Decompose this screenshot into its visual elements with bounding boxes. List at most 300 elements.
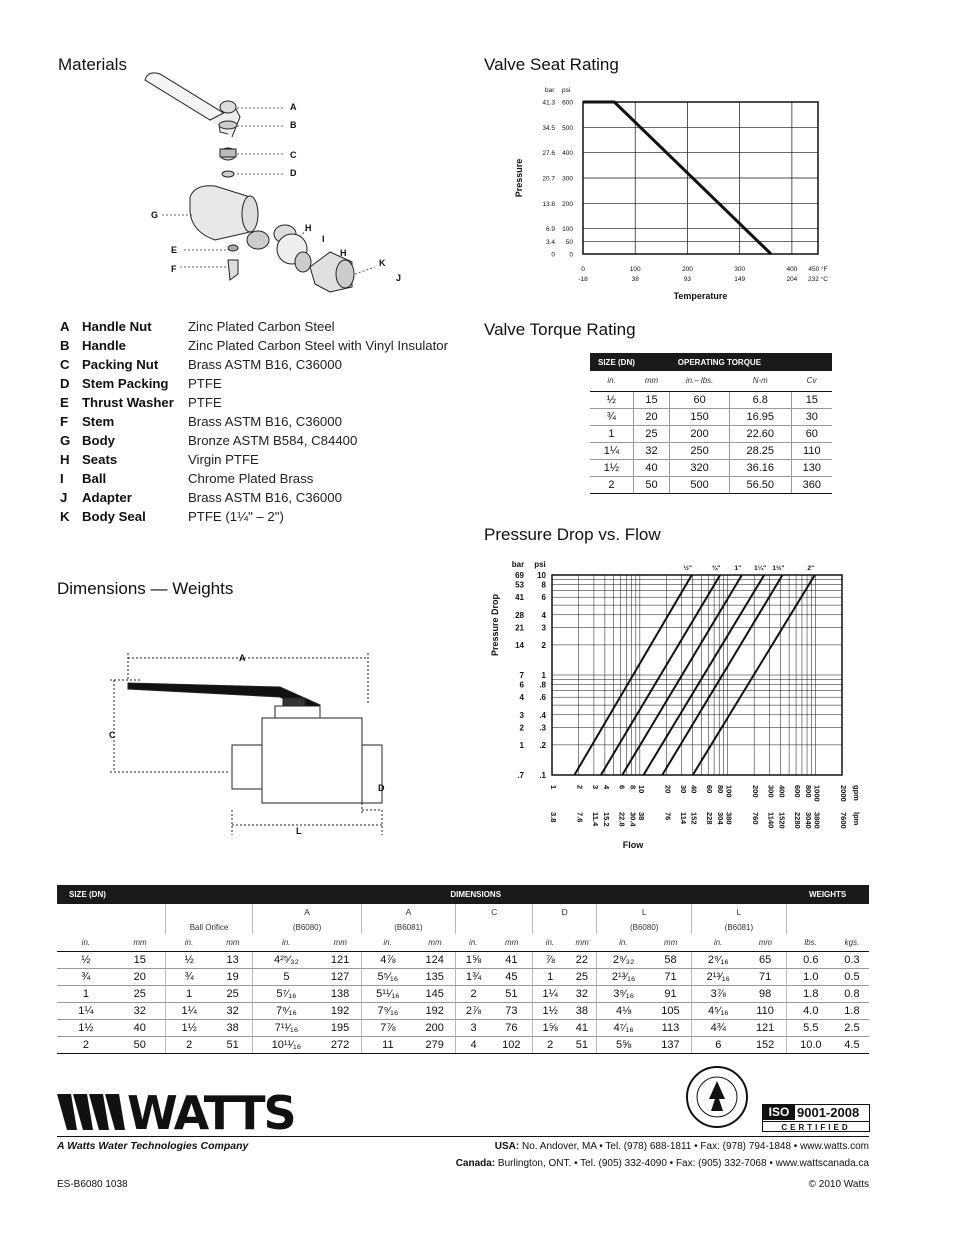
pd-ytick-bar: 14 (515, 640, 524, 650)
seat-ytick-psi: 0 (569, 251, 573, 259)
dim-group-sublabel: (B6080) (597, 920, 692, 934)
callout-i: I (322, 234, 325, 244)
dim-cell: 5.5 (786, 1019, 835, 1036)
material-material: Zinc Plated Carbon Steel (188, 318, 335, 334)
dim-cell: 51 (567, 1036, 596, 1053)
material-material: Chrome Plated Brass (188, 470, 314, 486)
torque-cell: 60 (670, 391, 730, 408)
dim-cell: 102 (491, 1036, 533, 1053)
dimensions-table (57, 885, 869, 1054)
dim-cell: 98 (745, 985, 787, 1002)
pd-ytick-psi: .4 (539, 710, 546, 720)
dim-cell: 1½ (57, 1019, 115, 1036)
pd-ytick-bar: 53 (515, 580, 524, 590)
dim-cell: 1.8 (786, 985, 835, 1002)
dim-cell: 5⁵⁄₁₆ (361, 968, 414, 985)
dim-label-c: C (109, 730, 116, 740)
dim-unit-label: mm (491, 934, 533, 951)
copyright: © 2010 Watts (808, 1179, 869, 1190)
materials-row (60, 355, 460, 374)
pd-xtick-lpm: 114 (678, 812, 688, 825)
dim-cell: 1½ (165, 1019, 213, 1036)
seat-ytick-psi: 400 (562, 150, 573, 158)
material-letter: H (60, 451, 70, 467)
dim-cell: 279 (414, 1036, 456, 1053)
dim-cell: 4⅛ (597, 1002, 650, 1019)
dim-cell: 0.3 (835, 951, 869, 968)
dim-group-label: C (456, 904, 533, 920)
seat-ytick-bar: 0 (551, 251, 555, 259)
canada-contact: Burlington, ONT. • Tel. (905) 332-4090 • Fax: (905) 332-7068 • www.wattscanada.ca (497, 1158, 869, 1169)
torque-sub-inlbs: in.– lbs. (670, 371, 730, 391)
dim-cell: 71 (745, 968, 787, 985)
pd-xtick-gpm: 200 (751, 785, 761, 798)
pd-xtick-lpm: 1520 (777, 812, 787, 829)
doc-id: ES-B6080 1038 (57, 1179, 128, 1190)
pd-series-label: ¾" (711, 565, 721, 572)
seat-xtick-f: 450 °F (808, 266, 828, 273)
pd-unit-bar: bar (511, 560, 525, 569)
dim-cell: 5¹¹⁄₁₆ (361, 985, 414, 1002)
dim-unit-label: in. (692, 934, 745, 951)
dim-group-sublabel: Ball Orifice (165, 920, 253, 934)
material-material: Brass ASTM B16, C36000 (188, 413, 342, 429)
dim-cell: 5⅝ (597, 1036, 650, 1053)
materials-row (60, 507, 460, 526)
materials-row (60, 374, 460, 393)
torque-cell: 250 (670, 442, 730, 459)
pd-xtick-gpm: 1000 (812, 785, 822, 802)
dim-cell: 25 (115, 985, 165, 1002)
pd-ytick-psi: 1 (541, 671, 546, 680)
seat-xtick-c: -18 (578, 276, 588, 283)
pd-xtick-gpm: 100 (724, 785, 734, 798)
materials-row (60, 469, 460, 488)
seat-ytick-psi: 500 (562, 124, 573, 132)
material-name: Ball (82, 470, 107, 486)
pd-xlabel: Flow (622, 840, 644, 850)
torque-cell: 25 (633, 425, 670, 442)
seat-xtick-c: 38 (631, 276, 639, 283)
dim-cell: 2⅞ (456, 1002, 491, 1019)
pd-xtick-lpm: 3800 (812, 812, 822, 829)
dim-cell: 4.0 (786, 1002, 835, 1019)
pd-xtick-gpm: 1 (549, 785, 558, 790)
pd-ytick-bar: 7 (519, 671, 524, 680)
pd-xtick-lpm: 304 (716, 812, 726, 825)
dim-cell: 152 (745, 1036, 787, 1053)
dim-cell: 7⁹⁄₁₆ (253, 1002, 319, 1019)
pd-series-label: ½" (683, 565, 693, 572)
dim-cell: 50 (115, 1036, 165, 1053)
materials-row (60, 393, 460, 412)
callout-f: F (171, 264, 177, 274)
dim-group-label: A (253, 904, 361, 920)
dim-cell: 121 (745, 1019, 787, 1036)
dim-cell: 200 (414, 1019, 456, 1036)
torque-cell: ½ (590, 391, 633, 408)
pd-xtick-lpm: 3.8 (549, 812, 558, 823)
torque-header-torque: OPERATING TORQUE (670, 353, 832, 371)
callout-j: J (396, 273, 402, 283)
seat-ytick-bar: 27.6 (542, 150, 555, 158)
callout-b: B (290, 120, 297, 130)
dim-cell: 51 (213, 1036, 253, 1053)
seat-ytick-psi: 100 (562, 226, 573, 234)
torque-row (590, 459, 832, 476)
dim-cell: 2 (532, 1036, 567, 1053)
dim-cell: 192 (319, 1002, 361, 1019)
dim-unit-label: in. (253, 934, 319, 951)
dim-cell: ¾ (165, 968, 213, 985)
torque-cell: 320 (670, 459, 730, 476)
seat-ytick-bar: 41.3 (542, 99, 555, 107)
dim-row (57, 985, 869, 1002)
torque-cell: 500 (670, 476, 730, 493)
seat-ytick-bar: 6.9 (545, 226, 555, 234)
seat-xtick-f: 100 (629, 266, 641, 273)
material-letter: C (60, 356, 70, 372)
dim-cell: 1¼ (57, 1002, 115, 1019)
material-name: Handle Nut (82, 318, 152, 334)
pd-xtick-lpm: 76 (663, 812, 673, 821)
dim-row (57, 1019, 869, 1036)
pd-xtick-lpm: 2280 (793, 812, 803, 829)
pd-xtick-gpm: 20 (663, 785, 673, 794)
iso-badge (762, 1104, 870, 1132)
dim-cell: 2.5 (835, 1019, 869, 1036)
torque-row (590, 442, 832, 459)
dim-cell: 45 (491, 968, 533, 985)
seat-ylabel: Pressure (514, 158, 524, 198)
pd-xtick-lpm: 228 (705, 812, 715, 825)
dim-cell: 6 (692, 1036, 745, 1053)
material-name: Adapter (82, 489, 132, 505)
dim-label-d: D (378, 783, 385, 793)
dim-cell: 3⅞ (692, 985, 745, 1002)
dim-group-sublabel: (B6080) (253, 920, 361, 934)
material-name: Packing Nut (82, 356, 159, 372)
material-material: PTFE (188, 394, 222, 410)
dim-cell: 40 (115, 1019, 165, 1036)
material-material: PTFE (188, 375, 222, 391)
material-name: Thrust Washer (82, 394, 174, 410)
pd-ytick-bar: 41 (515, 593, 524, 603)
dim-cell: 76 (491, 1019, 533, 1036)
dim-unit-label: in. (597, 934, 650, 951)
pd-xtick-lpm: 7.6 (575, 812, 585, 823)
torque-sub-cv: Cv (791, 371, 832, 391)
torque-cell: 1¼ (590, 442, 633, 459)
dim-cell: 2⁹⁄₁₆ (692, 951, 745, 968)
iso-certified: CERTIFIED (763, 1121, 869, 1133)
usa-contact: No. Andover, MA • Tel. (978) 688-1811 • Fax: (978) 794-1848 • www.watts.com (522, 1141, 869, 1152)
pd-ytick-psi: .8 (539, 680, 546, 690)
dim-cell: 91 (650, 985, 692, 1002)
torque-cell: 360 (791, 476, 832, 493)
torque-cell: 32 (633, 442, 670, 459)
dim-group-sublabel: (B6081) (361, 920, 456, 934)
torque-row (590, 408, 832, 425)
dim-unit-label: mm (567, 934, 596, 951)
torque-cell: 150 (670, 408, 730, 425)
pd-ytick-bar: 28 (515, 610, 524, 620)
dim-group-label: L (597, 904, 692, 920)
dim-cell: 0.5 (835, 968, 869, 985)
pd-xtick-lpm: 760 (751, 812, 761, 825)
torque-cell: 15 (633, 391, 670, 408)
dim-cell: 121 (319, 951, 361, 968)
material-letter: K (60, 508, 70, 524)
dim-cell: 13 (213, 951, 253, 968)
dim-cell: 7⁹⁄₁₆ (361, 1002, 414, 1019)
torque-row (590, 476, 832, 493)
callout-k: K (379, 258, 386, 268)
material-material: PTFE (1¼" – 2") (188, 508, 284, 524)
pd-xtick-lpm: 1140 (766, 812, 776, 829)
dim-cell: 1½ (532, 1002, 567, 1019)
dim-cell: 192 (414, 1002, 456, 1019)
dim-cell: 137 (650, 1036, 692, 1053)
dim-cell: 5⁷⁄₁₆ (253, 985, 319, 1002)
dim-cell: 25 (567, 968, 596, 985)
material-material: Bronze ASTM B584, C84400 (188, 432, 358, 448)
dim-cell: 145 (414, 985, 456, 1002)
pd-series-label: 1" (734, 565, 742, 572)
dim-cell: 1 (57, 985, 115, 1002)
seat-xtick-c: 204 (786, 276, 798, 283)
dim-header-dimensions: DIMENSIONS (165, 885, 786, 904)
dim-cell: 38 (213, 1019, 253, 1036)
torque-cell: 36.16 (729, 459, 791, 476)
pd-xtick-lpm: 7600 (839, 812, 848, 829)
dim-cell: 32 (567, 985, 596, 1002)
materials-row (60, 431, 460, 450)
torque-cell: 60 (791, 425, 832, 442)
pd-ylabel: Pressure Drop (490, 593, 500, 657)
dim-cell: 41 (491, 951, 533, 968)
dim-cell: 41 (567, 1019, 596, 1036)
dim-group-sublabel (786, 920, 869, 934)
pd-series-label: 2" (807, 565, 815, 572)
dim-cell: 272 (319, 1036, 361, 1053)
iso-number: 9001-2008 (797, 1105, 860, 1120)
dim-row (57, 951, 869, 968)
pd-ytick-bar: 21 (515, 623, 524, 633)
pd-xtick-gpm: 10 (636, 785, 646, 794)
dim-cell: 15 (115, 951, 165, 968)
torque-cell: ¾ (590, 408, 633, 425)
valve-torque-title: Valve Torque Rating (484, 320, 636, 339)
material-name: Seats (82, 451, 118, 467)
material-name: Stem Packing (82, 375, 169, 391)
callout-a: A (290, 102, 297, 112)
pd-ytick-psi: 4 (541, 610, 546, 620)
dim-label-l: L (296, 826, 302, 836)
pd-xtick-lpm: 15.2 (601, 812, 611, 827)
dim-unit-label: in. (456, 934, 491, 951)
dim-cell: ½ (165, 951, 213, 968)
seat-ytick-psi: 200 (562, 200, 573, 208)
pd-xtick-gpm: 40 (689, 785, 699, 794)
dim-cell: 58 (650, 951, 692, 968)
material-name: Stem (82, 413, 115, 429)
seat-xtick-f: 300 (734, 266, 746, 273)
torque-cell: 15 (791, 391, 832, 408)
dim-cell: 4²⁵⁄₃₂ (253, 951, 319, 968)
dim-cell: 0.8 (835, 985, 869, 1002)
torque-cell: 1 (590, 425, 633, 442)
seat-ytick-psi: 50 (565, 238, 573, 246)
pd-ytick-bar: .7 (517, 771, 524, 780)
dim-cell: 73 (491, 1002, 533, 1019)
torque-cell: 1½ (590, 459, 633, 476)
dim-cell: 1 (165, 985, 213, 1002)
pd-xtick-gpm: 2 (575, 785, 585, 790)
dim-row (57, 1002, 869, 1019)
torque-cell: 200 (670, 425, 730, 442)
callout-c: C (290, 150, 297, 160)
dimensions-title: Dimensions — Weights (57, 579, 234, 598)
valve-seat-title: Valve Seat Rating (484, 55, 619, 74)
torque-cell: 6.8 (729, 391, 791, 408)
pd-ytick-bar: 3 (519, 710, 524, 720)
seat-xlabel: Temperature (673, 291, 728, 301)
callout-g: G (151, 210, 159, 220)
dim-group-sublabel (456, 920, 533, 934)
material-material: Virgin PTFE (188, 451, 259, 467)
pd-xtick-gpm: 30 (678, 785, 688, 794)
dim-cell: 4.5 (835, 1036, 869, 1053)
dim-unit-label: in. (361, 934, 414, 951)
dim-cell: 25 (213, 985, 253, 1002)
dim-group-label (786, 904, 869, 920)
torque-cell: 56.50 (729, 476, 791, 493)
pd-ytick-psi: 10 (537, 571, 546, 580)
dim-group-label: A (361, 904, 456, 920)
callout-h2: H (340, 248, 347, 258)
dim-cell: 22 (567, 951, 596, 968)
torque-cell: 16.95 (729, 408, 791, 425)
dim-cell: 2¹³⁄₁₆ (692, 968, 745, 985)
seat-xtick-c: 232 °C (808, 276, 828, 283)
dim-unit-label: in. (532, 934, 567, 951)
dim-cell: 0.6 (786, 951, 835, 968)
dim-cell: 32 (115, 1002, 165, 1019)
footer-tagline: A Watts Water Technologies Company (57, 1140, 249, 1152)
material-letter: B (60, 337, 70, 353)
dim-cell: 195 (319, 1019, 361, 1036)
material-letter: J (60, 489, 68, 505)
torque-cell: 30 (791, 408, 832, 425)
seat-unit-bar: bar (545, 87, 555, 94)
dim-cell: 124 (414, 951, 456, 968)
pd-unit-lpm: lpm (852, 812, 861, 826)
usa-label: USA: (494, 1141, 520, 1152)
pd-xtick-lpm: 3040 (804, 812, 814, 829)
callout-e: E (171, 245, 178, 255)
materials-row (60, 412, 460, 431)
seat-xtick-f: 200 (682, 266, 693, 273)
dim-unit-label: mm (319, 934, 361, 951)
seat-xtick-f: 0 (581, 266, 585, 273)
pd-xtick-gpm: 800 (804, 785, 814, 798)
seat-unit-psi: psi (562, 87, 571, 94)
dim-unit-label: lbs. (786, 934, 835, 951)
material-letter: F (60, 413, 69, 429)
seat-xtick-c: 93 (683, 276, 692, 283)
pd-ytick-psi: .3 (539, 723, 546, 733)
dim-group-sublabel: (B6081) (692, 920, 787, 934)
dim-cell: 110 (745, 1002, 787, 1019)
dim-cell: 20 (115, 968, 165, 985)
dim-cell: 51 (491, 985, 533, 1002)
dim-cell: 1⅝ (456, 951, 491, 968)
materials-row (60, 488, 460, 507)
dim-cell: 113 (650, 1019, 692, 1036)
dim-unit-label: in. (165, 934, 213, 951)
dim-unit-label: mm (745, 934, 787, 951)
dim-cell: 1⅝ (532, 1019, 567, 1036)
pressure-drop-title: Pressure Drop vs. Flow (484, 525, 661, 544)
materials-table (60, 317, 460, 526)
dim-unit-label: mm (115, 934, 165, 951)
dim-cell: 2 (165, 1036, 213, 1053)
dim-unit-label: mm (213, 934, 253, 951)
pd-xtick-gpm: 4 (601, 785, 611, 790)
materials-title: Materials (58, 55, 127, 74)
dim-cell: 32 (213, 1002, 253, 1019)
pd-xtick-lpm: 380 (724, 812, 734, 825)
dim-cell: 138 (319, 985, 361, 1002)
dim-cell: 7⅞ (361, 1019, 414, 1036)
pd-ytick-psi: 6 (541, 593, 546, 603)
dim-group-sublabel (57, 920, 165, 934)
iso-prefix: ISO (763, 1105, 795, 1120)
seat-ytick-bar: 20.7 (542, 175, 555, 183)
dim-group-sublabel (532, 920, 596, 934)
material-name: Body Seal (82, 508, 146, 524)
dim-group-label (165, 904, 253, 920)
dim-cell: 1 (532, 968, 567, 985)
seat-xtick-f: 400 (786, 266, 798, 273)
dim-unit-label: in. (57, 934, 115, 951)
watts-wordmark: WATTS (127, 1086, 295, 1140)
material-material: Brass ASTM B16, C36000 (188, 489, 342, 505)
materials-row (60, 317, 460, 336)
dim-label-a: A (239, 653, 246, 663)
torque-cell: 2 (590, 476, 633, 493)
dim-cell: 4¾ (692, 1019, 745, 1036)
dim-cell: 10.0 (786, 1036, 835, 1053)
pd-xtick-gpm: 300 (766, 785, 776, 798)
material-material: Zinc Plated Carbon Steel with Vinyl Insulator (188, 337, 448, 353)
pd-xtick-lpm: 11.4 (590, 812, 600, 827)
pd-xtick-gpm: 2000 (839, 785, 848, 802)
dim-cell: 2 (57, 1036, 115, 1053)
dim-cell: 1.8 (835, 1002, 869, 1019)
pd-xtick-gpm: 60 (705, 785, 715, 794)
dim-group-label (57, 904, 165, 920)
dim-header-size: SIZE (DN) (57, 885, 165, 904)
material-name: Body (82, 432, 115, 448)
pd-series-label: 1¼" (754, 565, 767, 572)
dim-cell: ½ (57, 951, 115, 968)
seat-ytick-psi: 300 (562, 175, 573, 183)
torque-cell: 130 (791, 459, 832, 476)
dim-cell: 7¹¹⁄₁₆ (253, 1019, 319, 1036)
dim-cell: 4⁵⁄₁₆ (692, 1002, 745, 1019)
